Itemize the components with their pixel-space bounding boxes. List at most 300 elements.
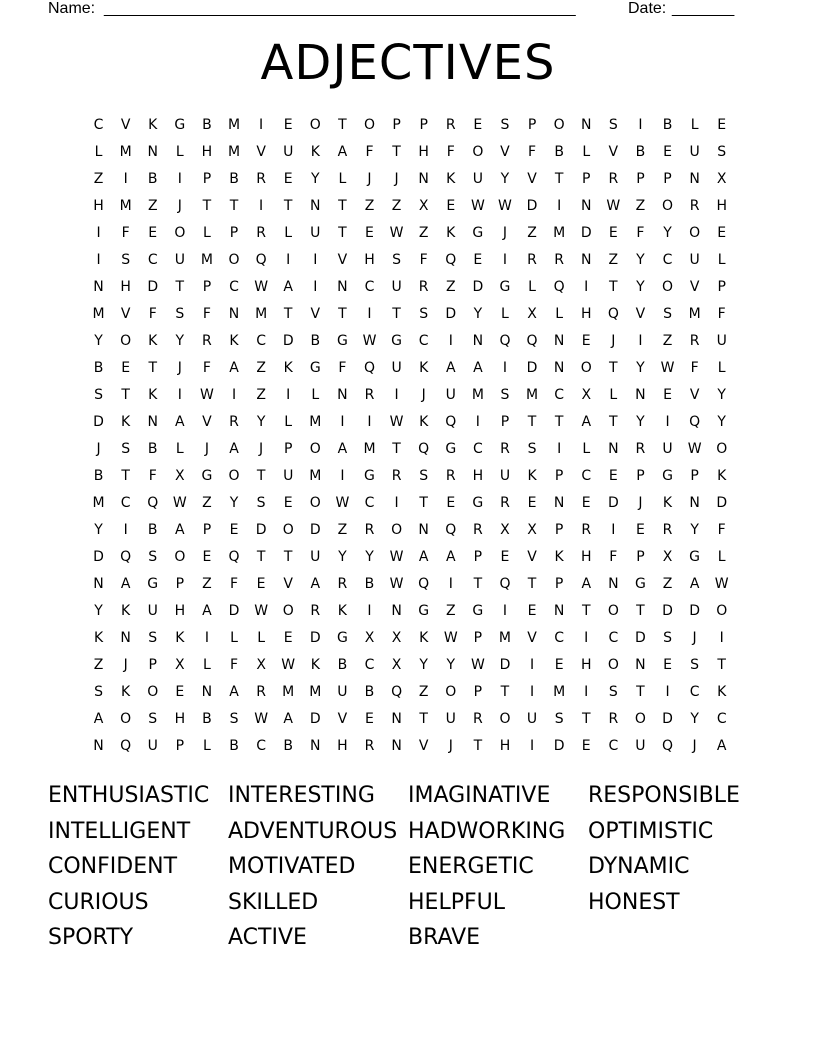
grid-letter: Q [445, 414, 457, 430]
grid-letter: I [611, 522, 616, 538]
grid-letter: P [500, 414, 510, 430]
grid-letter: I [584, 279, 589, 295]
grid-letter: R [229, 414, 239, 430]
grid-letter: K [175, 630, 185, 646]
grid-letter: R [554, 252, 564, 268]
grid-letter: V [202, 414, 212, 430]
grid-row [85, 301, 737, 328]
grid-letter: N [310, 198, 321, 214]
grid-letter: P [175, 738, 185, 754]
grid-letter: F [121, 225, 130, 241]
grid-letter: Q [553, 279, 565, 295]
grid-letter: R [500, 441, 510, 457]
grid-letter: T [473, 576, 483, 592]
grid-letter: N [608, 576, 619, 592]
grid-letter: U [391, 279, 402, 295]
grid-letter: U [689, 144, 700, 160]
grid-letter: W [254, 279, 269, 295]
grid-letter: J [502, 225, 508, 241]
grid-letter: K [121, 603, 131, 619]
grid-letter: Z [418, 225, 429, 241]
name-blank-line: _____________________________________________________ [104, 0, 576, 17]
grid-letter: F [148, 468, 157, 484]
letter-grid [85, 112, 737, 760]
grid-letter: V [635, 306, 646, 322]
grid-letter: R [581, 522, 592, 538]
grid-letter: O [363, 117, 375, 133]
grid-letter: S [148, 549, 158, 565]
grid-letter: O [662, 198, 674, 214]
grid-letter: J [177, 360, 182, 376]
grid-letter: T [283, 549, 293, 565]
grid-letter: Q [607, 306, 619, 322]
grid-letter: I [502, 603, 508, 619]
grid-letter: Y [175, 333, 185, 349]
grid-letter: E [473, 252, 483, 268]
grid-letter: Y [717, 414, 726, 430]
grid-letter: L [203, 657, 211, 673]
grid-letter: F [202, 306, 211, 322]
word-list-item: ACTIVE [228, 925, 307, 951]
grid-letter: J [611, 333, 616, 349]
grid-letter: B [635, 144, 646, 160]
grid-letter: I [475, 414, 480, 430]
grid-letter: G [662, 468, 673, 484]
word-list-item: RESPONSIBLE [588, 783, 740, 808]
grid-letter: P [202, 279, 212, 295]
grid-letter: N [201, 684, 213, 700]
grid-letter: N [689, 495, 700, 511]
date-label: Date: [628, 0, 667, 17]
grid-row [85, 625, 737, 652]
worksheet-header [48, 0, 748, 20]
grid-letter: Z [337, 522, 348, 538]
grid-letter: W [254, 711, 269, 727]
grid-letter: N [689, 171, 700, 187]
grid-letter: O [228, 252, 240, 268]
grid-letter: Q [418, 441, 430, 457]
grid-letter: I [367, 603, 372, 619]
grid-letter: X [500, 522, 510, 538]
grid-letter: L [609, 387, 618, 403]
grid-letter: D [282, 333, 294, 349]
grid-letter: F [202, 360, 211, 376]
grid-letter: K [148, 387, 158, 403]
grid-letter: Y [636, 414, 645, 430]
word-list-item: OPTIMISTIC [588, 818, 714, 844]
grid-letter: D [255, 522, 267, 538]
grid-letter: H [201, 144, 213, 160]
grid-letter: D [309, 522, 321, 538]
grid-letter: O [580, 360, 592, 376]
grid-letter: P [202, 522, 212, 538]
grid-letter: R [445, 117, 456, 133]
grid-letter: T [392, 306, 401, 322]
grid-letter: G [201, 468, 213, 484]
grid-letter: I [557, 198, 562, 214]
grid-letter: A [689, 576, 700, 592]
grid-row [85, 409, 737, 436]
grid-letter: Y [636, 252, 645, 268]
grid-letter: E [121, 360, 131, 376]
grid-letter: Q [255, 252, 267, 268]
grid-letter: I [123, 522, 128, 538]
grid-letter: T [581, 603, 591, 619]
grid-letter: G [336, 630, 348, 646]
word-list-item: INTELLIGENT [48, 818, 191, 844]
grid-letter: K [419, 414, 429, 430]
grid-letter: Z [202, 576, 212, 592]
grid-letter: T [283, 306, 293, 322]
grid-letter: T [283, 198, 293, 214]
grid-letter: V [310, 306, 321, 322]
grid-letter: S [419, 468, 429, 484]
grid-letter: L [203, 738, 211, 754]
grid-letter: Q [445, 252, 457, 268]
grid-letter: T [256, 468, 266, 484]
grid-letter: C [120, 495, 131, 511]
grid-letter: M [200, 252, 213, 268]
grid-letter: I [286, 387, 291, 403]
grid-letter: L [175, 144, 184, 160]
grid-letter: R [689, 198, 700, 214]
grid-letter: T [554, 414, 564, 430]
grid-letter: U [337, 684, 348, 700]
grid-letter: K [121, 414, 131, 430]
grid-letter: L [175, 441, 184, 457]
grid-letter: E [663, 387, 672, 403]
grid-letter: I [96, 225, 101, 241]
grid-letter: X [391, 657, 402, 673]
grid-letter: X [256, 657, 266, 673]
grid-letter: Z [662, 333, 673, 349]
grid-letter: E [283, 171, 293, 187]
grid-letter: T [527, 414, 537, 430]
grid-letter: B [662, 117, 673, 133]
grid-letter: D [526, 198, 538, 214]
word-list-item: BRAVE [408, 925, 481, 951]
grid-letter: A [175, 414, 185, 430]
grid-letter: D [445, 306, 457, 322]
grid-letter: I [719, 630, 724, 646]
grid-letter: Y [473, 306, 483, 322]
grid-letter: N [418, 522, 429, 538]
grid-letter: O [634, 711, 646, 727]
grid-letter: V [337, 711, 348, 727]
grid-letter: K [419, 360, 429, 376]
grid-letter: J [394, 171, 399, 187]
grid-letter: W [389, 576, 404, 592]
grid-letter: I [313, 252, 318, 268]
grid-letter: E [365, 711, 374, 727]
grid-letter: U [526, 711, 538, 727]
grid-letter: N [147, 414, 158, 430]
grid-letter: P [283, 441, 293, 457]
grid-letter: G [445, 441, 457, 457]
grid-letter: T [500, 684, 510, 700]
grid-letter: A [310, 576, 321, 592]
grid-letter: N [310, 738, 321, 754]
name-label: Name: [48, 0, 96, 17]
word-list [48, 780, 788, 958]
grid-letter: I [529, 684, 535, 700]
grid-letter: H [337, 738, 348, 754]
grid-letter: R [500, 495, 510, 511]
grid-letter: H [174, 711, 186, 727]
grid-letter: N [553, 360, 565, 376]
grid-letter: P [473, 549, 483, 565]
grid-letter: F [446, 144, 455, 160]
grid-letter: B [93, 360, 104, 376]
word-list-item: DYNAMIC [588, 854, 690, 880]
grid-letter: Q [418, 576, 430, 592]
grid-letter: C [689, 684, 700, 700]
grid-letter: M [119, 198, 132, 214]
grid-letter: O [499, 711, 511, 727]
grid-letter: F [148, 306, 157, 322]
grid-letter: P [473, 630, 483, 646]
grid-letter: X [364, 630, 375, 646]
grid-letter: D [472, 279, 484, 295]
grid-letter: S [256, 495, 266, 511]
grid-letter: E [608, 225, 618, 241]
grid-letter: W [389, 549, 404, 565]
grid-letter: C [256, 333, 266, 349]
grid-letter: R [689, 333, 700, 349]
grid-letter: Z [256, 387, 266, 403]
grid-letter: R [472, 711, 483, 727]
grid-letter: S [663, 630, 672, 646]
grid-letter: T [338, 117, 347, 133]
grid-letter: Y [636, 360, 645, 376]
grid-row [85, 544, 737, 571]
grid-row [85, 328, 737, 355]
grid-letter: T [202, 198, 212, 214]
grid-letter: L [501, 306, 509, 322]
grid-letter: K [446, 171, 456, 187]
grid-letter: M [282, 684, 295, 700]
grid-letter: T [717, 657, 726, 673]
grid-letter: H [580, 657, 592, 673]
grid-letter: I [340, 468, 345, 484]
grid-letter: O [607, 603, 619, 619]
page-title: ADJECTIVES [260, 35, 556, 91]
grid-letter: H [93, 198, 104, 214]
grid-letter: T [338, 306, 347, 322]
grid-letter: Q [120, 738, 132, 754]
grid-letter: T [338, 225, 347, 241]
grid-letter: O [282, 603, 294, 619]
grid-letter: O [689, 225, 701, 241]
grid-row [85, 679, 737, 706]
grid-letter: R [364, 522, 375, 538]
grid-letter: C [256, 738, 266, 754]
grid-letter: J [421, 387, 426, 403]
grid-letter: S [500, 117, 510, 133]
grid-letter: Q [689, 414, 701, 430]
grid-letter: P [690, 468, 699, 484]
grid-letter: I [259, 198, 264, 214]
grid-letter: W [660, 360, 675, 376]
grid-letter: S [94, 387, 103, 403]
grid-letter: R [608, 171, 619, 187]
grid-letter: E [229, 522, 239, 538]
grid-letter: A [716, 738, 727, 754]
grid-letter: I [665, 414, 670, 430]
grid-letter: Q [499, 333, 511, 349]
grid-letter: Y [311, 171, 320, 187]
grid-letter: K [717, 468, 727, 484]
grid-letter: T [581, 711, 591, 727]
grid-letter: T [392, 441, 401, 457]
grid-letter: Q [391, 684, 403, 700]
word-list-item: MOTIVATED [228, 854, 356, 880]
grid-letter: S [690, 657, 700, 673]
grid-letter: U [689, 252, 700, 268]
grid-letter: G [472, 495, 484, 511]
grid-letter: I [286, 252, 291, 268]
grid-letter: E [175, 684, 185, 700]
grid-letter: D [607, 495, 619, 511]
grid-letter: N [418, 171, 429, 187]
grid-letter: Q [662, 738, 674, 754]
grid-letter: B [147, 522, 158, 538]
grid-letter: M [526, 387, 539, 403]
grid-letter: S [121, 252, 131, 268]
grid-letter: V [527, 630, 537, 646]
grid-letter: I [529, 738, 535, 754]
grid-letter: Y [690, 711, 699, 727]
grid-letter: O [309, 495, 321, 511]
grid-letter: N [553, 495, 565, 511]
grid-letter: A [120, 576, 131, 592]
grid-letter: V [689, 279, 700, 295]
grid-letter: G [147, 576, 159, 592]
grid-letter: U [445, 387, 456, 403]
grid-letter: D [580, 225, 592, 241]
grid-letter: J [692, 738, 697, 754]
grid-letter: N [147, 144, 158, 160]
grid-letter: Z [635, 198, 646, 214]
grid-letter: I [177, 387, 182, 403]
grid-letter: N [580, 117, 592, 133]
grid-letter: I [638, 333, 643, 349]
grid-letter: D [309, 711, 321, 727]
grid-letter: R [445, 468, 456, 484]
grid-letter: X [418, 198, 429, 214]
grid-letter: N [337, 387, 348, 403]
grid-letter: I [394, 387, 399, 403]
grid-letter: Z [256, 360, 266, 376]
grid-letter: X [175, 468, 185, 484]
grid-letter: O [120, 711, 132, 727]
grid-letter: G [364, 468, 375, 484]
grid-letter: Q [228, 549, 240, 565]
grid-row [85, 463, 737, 490]
grid-letter: T [229, 198, 239, 214]
grid-letter: M [92, 495, 105, 511]
grid-letter: W [389, 414, 404, 430]
grid-letter: P [202, 171, 212, 187]
grid-letter: S [554, 711, 564, 727]
grid-letter: O [174, 225, 186, 241]
grid-letter: U [283, 468, 294, 484]
grid-row [85, 571, 737, 598]
grid-letter: B [337, 657, 348, 673]
grid-letter: F [609, 549, 618, 565]
grid-letter: R [662, 522, 673, 538]
grid-letter: H [418, 144, 429, 160]
grid-letter: Z [445, 603, 456, 619]
grid-letter: L [338, 171, 347, 187]
grid-letter: F [229, 576, 239, 592]
grid-letter: D [309, 630, 321, 646]
grid-letter: T [148, 360, 158, 376]
grid-letter: T [473, 738, 483, 754]
grid-letter: B [202, 711, 212, 727]
grid-letter: S [392, 252, 402, 268]
grid-letter: F [690, 360, 699, 376]
grid-letter: Q [526, 333, 538, 349]
grid-letter: E [717, 117, 727, 133]
grid-letter: M [363, 441, 376, 457]
grid-letter: Y [419, 657, 428, 673]
grid-letter: F [717, 522, 726, 538]
grid-letter: I [259, 117, 264, 133]
grid-letter: I [231, 387, 237, 403]
grid-letter: A [445, 549, 456, 565]
grid-letter: E [365, 225, 374, 241]
grid-letter: J [123, 657, 128, 673]
grid-letter: G [634, 576, 646, 592]
grid-letter: N [93, 279, 104, 295]
grid-letter: P [554, 522, 564, 538]
grid-letter: J [448, 738, 453, 754]
grid-letter: T [609, 360, 618, 376]
grid-row [85, 436, 737, 463]
grid-letter: V [500, 144, 510, 160]
grid-letter: A [229, 360, 239, 376]
grid-letter: I [584, 684, 589, 700]
grid-letter: G [472, 603, 484, 619]
grid-letter: E [283, 117, 293, 133]
grid-letter: K [310, 144, 320, 160]
grid-letter: I [204, 630, 209, 646]
grid-letter: I [502, 360, 508, 376]
grid-letter: D [553, 738, 565, 754]
grid-letter: N [580, 252, 592, 268]
grid-letter: D [662, 603, 673, 619]
grid-letter: C [364, 657, 375, 673]
grid-letter: S [500, 387, 510, 403]
grid-letter: C [364, 279, 375, 295]
grid-letter: E [446, 495, 456, 511]
grid-letter: Y [94, 522, 103, 538]
grid-letter: O [716, 441, 728, 457]
grid-letter: I [529, 657, 535, 673]
grid-letter: E [663, 657, 672, 673]
grid-letter: L [717, 360, 726, 376]
grid-letter: Y [717, 387, 726, 403]
grid-letter: G [499, 279, 511, 295]
grid-letter: Y [663, 225, 672, 241]
grid-row [85, 733, 737, 760]
grid-letter: Z [445, 279, 456, 295]
grid-letter: M [688, 306, 701, 322]
grid-letter: I [448, 333, 453, 349]
grid-letter: M [309, 414, 322, 430]
grid-letter: L [582, 441, 591, 457]
